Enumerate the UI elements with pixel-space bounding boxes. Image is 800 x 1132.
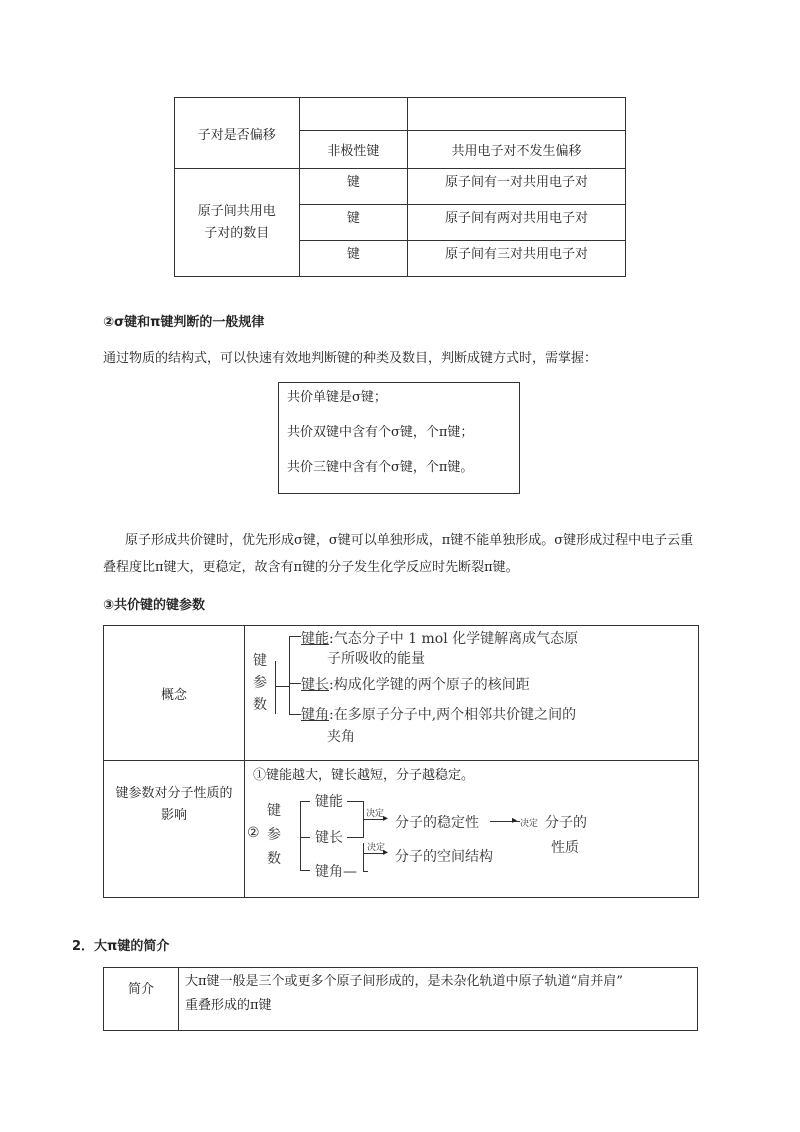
connector-line [347,837,363,838]
rules-line: 共价单键是σ键； [287,390,387,405]
connector-line [347,801,363,802]
concept-item-angle [301,704,576,724]
arrow-head-icon: ▸ [383,847,389,858]
concept-item-energy [301,628,578,648]
brace-char: 键 [253,653,267,669]
def-energy-b: 子所吸收的能量 [327,651,425,667]
brace-char: 数 [267,851,281,867]
brace-char: 数 [253,697,267,713]
decide-label: 决定 [367,843,386,853]
def-length: :构成化学键的两个原子的核间距 [329,677,530,693]
table1-row1-label-cell [175,98,300,169]
bond-type: 键 [346,211,360,226]
table1-row [299,205,407,241]
influence-brace-tick [300,837,310,838]
brace-char: 键 [267,803,281,819]
rules-line: 共价三键中含有个σ键，个π键。 [287,460,474,475]
arrow-head-icon: ▸ [383,813,389,824]
brace-mid-tick [275,686,289,687]
bond-type: 键 [346,247,360,262]
result-structure: 分子的空间结构 [395,849,493,865]
table1-row2-label-cell [175,169,300,277]
table1-row [408,241,626,277]
influence-diagram-cell [245,761,699,898]
brace-left-line [275,661,276,714]
brace-right-line [289,636,290,714]
circled-two: ② [247,825,260,841]
arrow-line [363,853,385,854]
influence-label-cell [104,761,245,898]
decide-label: 决定 [520,819,539,829]
influence-label: 键参数对分子性质的影响 [115,786,233,823]
table1-row1-label: 子对是否偏移 [197,127,276,143]
rules-line: 共价双键中含有个σ键，个π键； [287,425,474,440]
table1-nonpolar-type-cell [299,131,407,169]
def-angle-b: 夹角 [327,729,355,745]
section2-para-line2: 叠程度比π键大，更稳定，故含有π键的分子发生化学反应时先断裂π键。 [103,560,519,575]
term-angle: 键角 [301,707,329,723]
section2-heading: ②σ键和π键判断的一般规律 [103,315,265,330]
influence-energy: 键能 [315,794,343,810]
brace-mid2-tick [289,683,301,684]
bond-desc: 原子间有两对共用电子对 [445,211,589,226]
section3-heading: ③共价键的键参数 [103,598,206,613]
term-energy: 键能 [301,631,329,647]
table1-row [408,205,626,241]
influence-length: 键长 [315,830,343,846]
table1-empty-cell [299,98,407,131]
connector-line [367,871,368,872]
brace-char: 参 [253,675,267,691]
section4-heading: 2．大π键的简介 [72,939,170,954]
influence-brace-tick [300,801,310,802]
brace-char: 参 [267,827,281,843]
table1-nonpolar-desc: 共用电子对不发生偏移 [451,144,582,159]
table1-nonpolar-desc-cell [408,131,626,169]
brace-bottom-tick [289,714,301,715]
decide-label: 决定 [366,809,385,819]
table1-row2-label: 原子间共用电子对的数目 [197,203,276,241]
section2-intro: 通过物质的结构式，可以快速有效地判断键的种类及数目，判断成键方式时，需掌握： [103,351,598,366]
concept-item-length [301,674,530,694]
intro-text-cell [179,968,698,1031]
table1-row [408,169,626,205]
table1-empty-cell [408,98,626,131]
intro-label-cell [104,968,179,1031]
bond-parameter-table [103,625,699,898]
arrow-head-icon: ▸ [512,815,518,826]
influence-angle: 键角— [315,864,357,880]
intro-label: 简介 [127,982,154,997]
bond-type-table [174,97,626,277]
table1-row [299,241,407,277]
arrow-line [363,819,385,820]
def-angle-a: :在多原子分子中,两个相邻共价键之间的 [329,707,577,723]
influence-line1: ①键能越大，键长越短，分子越稳定。 [253,768,475,783]
rules-box [278,382,520,494]
concept-label: 概念 [160,687,187,703]
section2-para-line1: 原子形成共价键时，优先形成σ键，σ键可以单独形成，π键不能单独形成。σ键形成过程中电子云重 [125,533,694,548]
intro-text-line2: 重叠形成的π键 [185,998,272,1013]
bond-type: 键 [346,175,360,190]
concept-label-cell [104,626,245,761]
bond-desc: 原子间有一对共用电子对 [445,175,589,190]
influence-brace-line [300,801,301,871]
connector-line [363,871,367,872]
connector-line [363,843,364,871]
final-result-a: 分子的 [545,815,587,831]
result-stability: 分子的稳定性 [395,815,479,831]
final-result-b: 性质 [551,840,579,856]
def-energy-a: :气态分子中 1 mol 化学键解离成气态原 [329,631,579,647]
concept-diagram-cell [245,626,699,761]
influence-brace-tick [300,870,310,871]
table1-nonpolar-type: 非极性键 [327,144,380,159]
concept-brace-label [253,650,267,716]
table1-row [299,169,407,205]
brace-top-tick [289,636,301,637]
pi-bond-table [103,967,698,1031]
intro-text-line1: 大π键一般是三个或更多个原子间形成的，是未杂化轨道中原子轨道“肩并肩” [185,974,623,989]
bond-desc: 原子间有三对共用电子对 [445,247,589,262]
influence-brace-label [267,799,281,871]
term-length: 键长 [301,677,329,693]
